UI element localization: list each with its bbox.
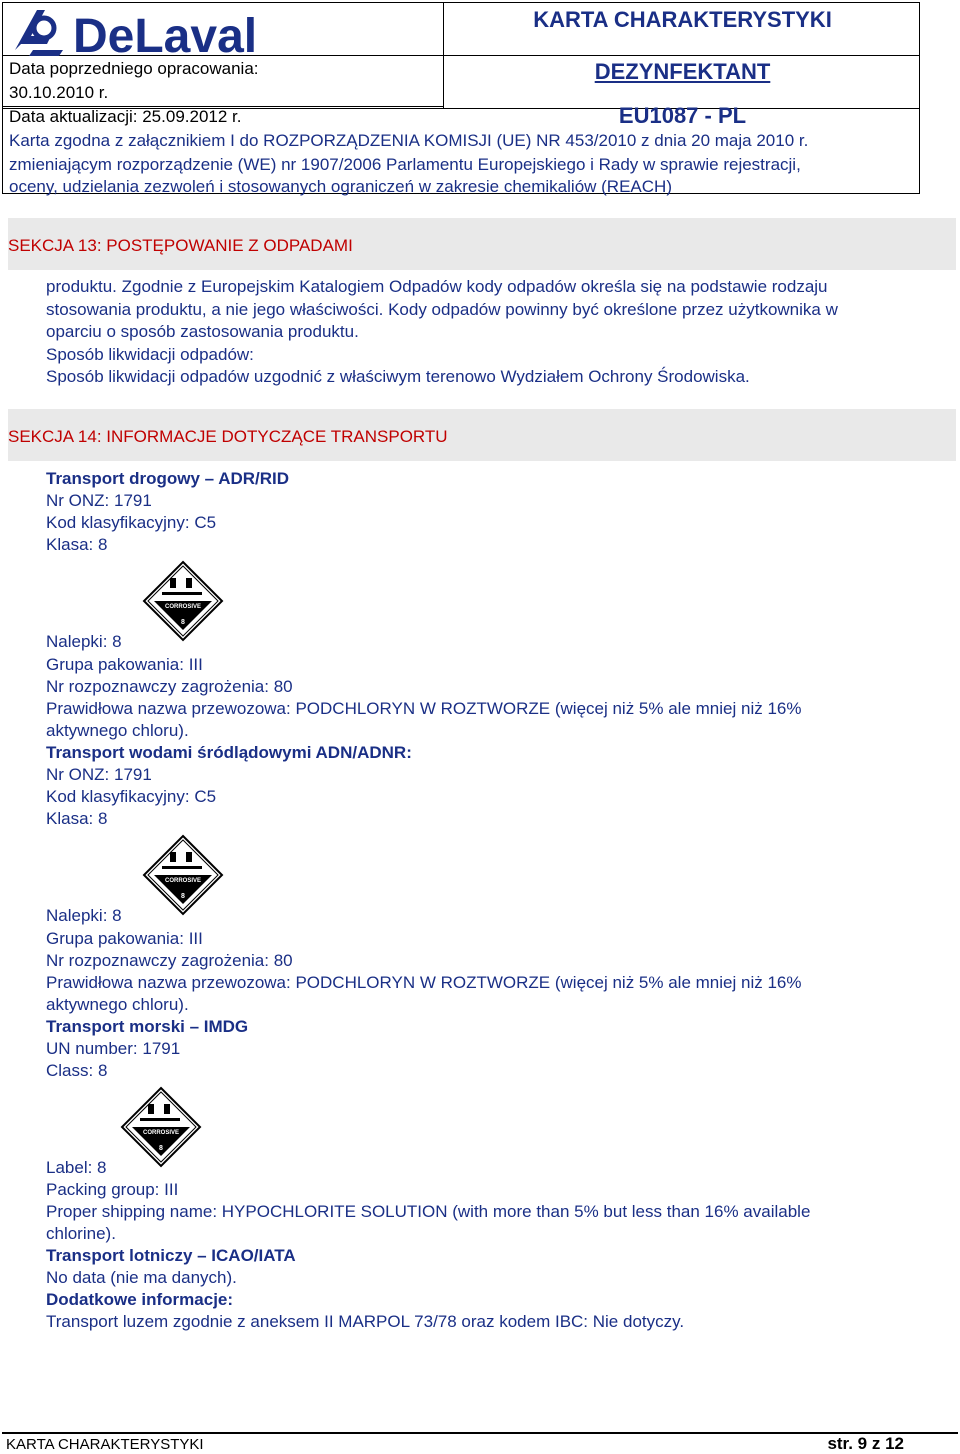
prev-date: 30.10.2010 r.	[9, 83, 109, 102]
svg-text:8: 8	[181, 893, 185, 900]
inland-onz: Nr ONZ: 1791	[46, 765, 152, 784]
svg-text:CORROSIVE: CORROSIVE	[164, 878, 202, 884]
section-13-title: SEKCJA 13: POSTĘPOWANIE Z ODPADAMI	[8, 236, 353, 255]
svg-text:8: 8	[159, 1145, 163, 1152]
sea-packing: Packing group: III	[46, 1180, 179, 1199]
prev-date-label: Data poprzedniego opracowania:	[9, 59, 259, 78]
corrosive-pictogram	[120, 1086, 202, 1173]
svg-text:CORROSIVE: CORROSIVE	[142, 1130, 180, 1136]
inland-kod: Kod klasyfikacyjny: C5	[46, 787, 217, 806]
inland-nalepki: Nalepki: 8	[46, 906, 122, 925]
road-grupa: Grupa pakowania: III	[46, 655, 203, 674]
product-name: DEZYNFEKTANT	[594, 59, 771, 84]
section-14-title: SEKCJA 14: INFORMACJE DOTYCZĄCE TRANSPORTU	[8, 427, 448, 446]
sea-un: UN number: 1791	[46, 1039, 181, 1058]
sea-heading: Transport morski – IMDG	[46, 1017, 249, 1036]
sea-label: Label: 8	[46, 1158, 107, 1177]
road-nalepki: Nalepki: 8	[46, 632, 122, 651]
road-onz: Nr ONZ: 1791	[46, 491, 152, 510]
road-klasa: Klasa: 8	[46, 535, 108, 554]
update-date: Data aktualizacji: 25.09.2012 r.	[9, 107, 242, 126]
footer-divider	[2, 1432, 958, 1434]
sea-name: Proper shipping name: HYPOCHLORITE SOLUTION (with more than 5% but less than 16% available	[46, 1202, 811, 1221]
regulation-line: oceny, udzielania zezwoleń i stosowanych ograniczeń w zakresie chemikaliów (REACH)	[9, 177, 672, 196]
document-header	[2, 2, 920, 194]
doc-title: KARTA CHARAKTERYSTYKI	[533, 7, 832, 32]
section-13-text: produktu. Zgodnie z Europejskim Katalogiem Odpadów kody odpadów określa się na podstawie rodzaju	[46, 277, 828, 296]
product-code: EU1087 - PL	[618, 103, 747, 128]
svg-text:8: 8	[181, 619, 185, 626]
regulation-line: Karta zgodna z załącznikiem I do ROZPORZĄDZENIA KOMISJI (UE) NR 453/2010 z dnia 20 maja 2010 r.	[9, 131, 809, 150]
air-nodata: No data (nie ma danych).	[46, 1268, 237, 1287]
regulation-line: zmieniającym rozporządzenie (WE) nr 1907/2006 Parlamentu Europejskiego i Rady w sprawie rejestracji,	[9, 155, 801, 174]
inland-heading: Transport wodami śródlądowymi ADN/ADNR:	[46, 743, 412, 762]
section-13-text: Sposób likwidacji odpadów:	[46, 345, 254, 364]
road-nazwa: Prawidłowa nazwa przewozowa: PODCHLORYN W ROZTWORZE (więcej niż 5% ale mniej niż 16%	[46, 699, 802, 718]
corrosive-pictogram	[142, 560, 224, 647]
air-heading: Transport lotniczy – ICAO/IATA	[46, 1246, 296, 1265]
road-nazwa-cont: aktywnego chloru).	[46, 721, 189, 740]
section-13-text: Sposób likwidacji odpadów uzgodnić z właściwym terenowo Wydziałem Ochrony Środowiska.	[46, 367, 750, 386]
inland-grupa: Grupa pakowania: III	[46, 929, 203, 948]
logo-icon	[15, 10, 63, 56]
sea-name-cont: chlorine).	[46, 1224, 116, 1243]
footer-title: KARTA CHARAKTERYSTYKI	[6, 1436, 204, 1453]
inland-klasa: Klasa: 8	[46, 809, 108, 828]
extra-heading: Dodatkowe informacje:	[46, 1290, 234, 1309]
page-number: str. 9 z 12	[827, 1434, 904, 1453]
sea-class: Class: 8	[46, 1061, 108, 1080]
corrosive-pictogram	[142, 834, 224, 921]
inland-nazwa-cont: aktywnego chloru).	[46, 995, 189, 1014]
section-13-text: stosowania produktu, a nie jego właściwości. Kody odpadów powinny być określone przez użytkownika w	[46, 300, 838, 319]
inland-nr: Nr rozpoznawczy zagrożenia: 80	[46, 951, 293, 970]
logo-text: DeLaval	[73, 10, 258, 58]
road-nr: Nr rozpoznawczy zagrożenia: 80	[46, 677, 293, 696]
inland-nazwa: Prawidłowa nazwa przewozowa: PODCHLORYN W ROZTWORZE (więcej niż 5% ale mniej niż 16%	[46, 973, 802, 992]
section-13-text: oparciu o sposób zastosowania produktu.	[46, 322, 359, 341]
road-heading: Transport drogowy – ADR/RID	[46, 469, 290, 488]
road-kod: Kod klasyfikacyjny: C5	[46, 513, 217, 532]
delaval-logo	[11, 6, 301, 58]
extra-text: Transport luzem zgodnie z aneksem II MARPOL 73/78 oraz kodem IBC: Nie dotyczy.	[46, 1312, 685, 1331]
svg-text:CORROSIVE: CORROSIVE	[164, 604, 202, 610]
